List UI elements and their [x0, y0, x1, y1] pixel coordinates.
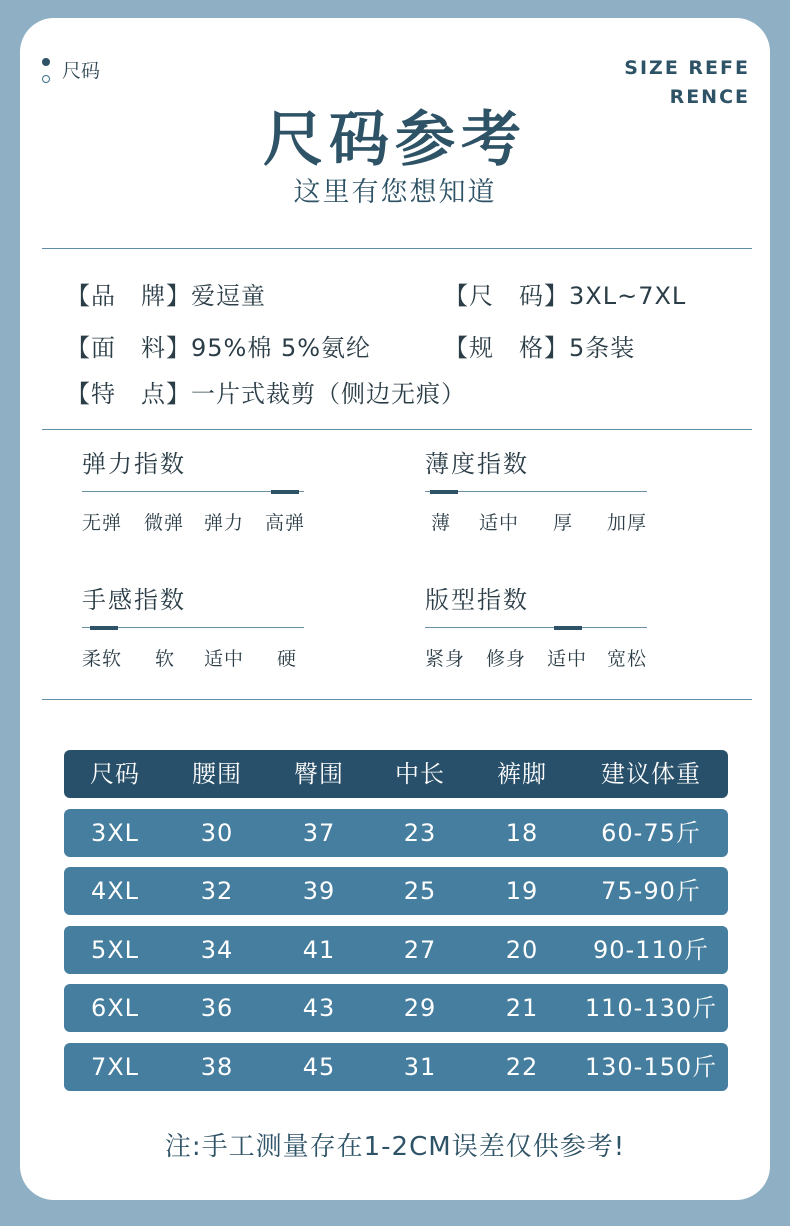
table-row — [64, 1043, 728, 1091]
table-cell: 23 — [403, 819, 437, 847]
table-cell: 20 — [505, 936, 539, 964]
table-row — [64, 809, 728, 857]
table-header-row — [64, 750, 728, 798]
table-cell: 38 — [200, 1053, 234, 1081]
scale-option: 弹力 — [204, 512, 245, 534]
size-chart-card — [20, 18, 770, 1200]
table-cell: 31 — [403, 1053, 437, 1081]
fabric-label: 【面 料】 — [66, 334, 191, 362]
english-title: SIZE REFE RENCE — [624, 57, 750, 108]
column-header: 建议体重 — [601, 760, 701, 788]
table-cell: 34 — [200, 936, 234, 964]
elasticity-marker — [271, 490, 299, 494]
table-cell: 90-110斤 — [592, 936, 709, 964]
feature-value: 一片式裁剪（侧边无痕） — [191, 380, 466, 408]
table-row — [64, 867, 728, 915]
elasticity-title: 弹力指数 — [82, 450, 186, 478]
table-cell: 19 — [505, 877, 539, 905]
fit-marker — [554, 626, 582, 630]
thickness-title: 薄度指数 — [425, 450, 529, 478]
info-brand — [66, 276, 266, 311]
table-cell: 6XL — [90, 994, 140, 1022]
table-cell: 29 — [403, 994, 437, 1022]
table-cell: 43 — [302, 994, 336, 1022]
table-cell: 45 — [302, 1053, 336, 1081]
scale-option: 微弹 — [144, 512, 185, 534]
scale-option: 厚 — [553, 512, 574, 534]
scale-option: 软 — [155, 648, 176, 670]
table-cell: 30 — [200, 819, 234, 847]
table-cell: 7XL — [90, 1053, 140, 1081]
info-spec — [444, 328, 635, 363]
feature-label: 【特 点】 — [66, 380, 191, 408]
page-title: 尺码参考 — [263, 105, 527, 175]
size-value: 3XL~7XL — [569, 282, 687, 310]
scale-option: 适中 — [547, 648, 588, 670]
table-cell: 22 — [505, 1053, 539, 1081]
scale-option: 适中 — [479, 512, 520, 534]
table-row — [64, 926, 728, 974]
table-cell: 75-90斤 — [601, 877, 701, 905]
fit-title: 版型指数 — [425, 586, 529, 614]
scale-option: 宽松 — [607, 648, 648, 670]
table-cell: 4XL — [90, 877, 140, 905]
table-cell: 27 — [403, 936, 437, 964]
column-header: 尺码 — [90, 760, 140, 788]
spec-value: 5条装 — [569, 334, 636, 362]
section-tag: 尺码 — [62, 60, 101, 82]
thickness-marker — [430, 490, 458, 494]
fabric-value: 95%棉 5%氨纶 — [191, 334, 372, 362]
info-feature — [66, 374, 466, 409]
table-row — [64, 984, 728, 1032]
feel-title: 手感指数 — [82, 586, 186, 614]
table-cell: 18 — [505, 819, 539, 847]
info-size — [444, 276, 686, 311]
table-cell: 3XL — [90, 819, 140, 847]
table-cell: 130-150斤 — [584, 1053, 718, 1081]
info-fabric — [66, 328, 371, 363]
scale-option: 修身 — [486, 648, 527, 670]
scale-option: 适中 — [204, 648, 245, 670]
scale-option: 无弹 — [82, 512, 123, 534]
table-cell: 21 — [505, 994, 539, 1022]
fit-scale — [425, 627, 647, 628]
measurement-note: 注:手工测量存在1-2CM误差仅供参考! — [164, 1132, 626, 1162]
scale-option: 柔软 — [82, 648, 123, 670]
table-cell: 41 — [302, 936, 336, 964]
divider — [42, 699, 752, 700]
size-label: 【尺 码】 — [444, 282, 569, 310]
brand-label: 【品 牌】 — [66, 282, 191, 310]
table-cell: 5XL — [90, 936, 140, 964]
table-cell: 32 — [200, 877, 234, 905]
scale-option: 高弹 — [265, 512, 306, 534]
table-cell: 25 — [403, 877, 437, 905]
brand-value: 爱逗童 — [191, 282, 266, 310]
column-header: 腰围 — [192, 760, 242, 788]
thickness-scale — [425, 491, 647, 492]
table-cell: 110-130斤 — [584, 994, 718, 1022]
table-cell: 39 — [302, 877, 336, 905]
divider — [42, 248, 752, 249]
table-cell: 60-75斤 — [601, 819, 701, 847]
scale-option: 紧身 — [425, 648, 466, 670]
table-cell: 36 — [200, 994, 234, 1022]
spec-label: 【规 格】 — [444, 334, 569, 362]
divider — [42, 429, 752, 430]
table-cell: 37 — [302, 819, 336, 847]
feel-marker — [90, 626, 118, 630]
column-header: 中长 — [395, 760, 445, 788]
column-header: 臀围 — [294, 760, 344, 788]
scale-option: 硬 — [277, 648, 298, 670]
page-subtitle: 这里有您想知道 — [293, 177, 497, 208]
column-header: 裤脚 — [497, 760, 547, 788]
scale-option: 薄 — [431, 512, 452, 534]
scale-option: 加厚 — [607, 512, 648, 534]
